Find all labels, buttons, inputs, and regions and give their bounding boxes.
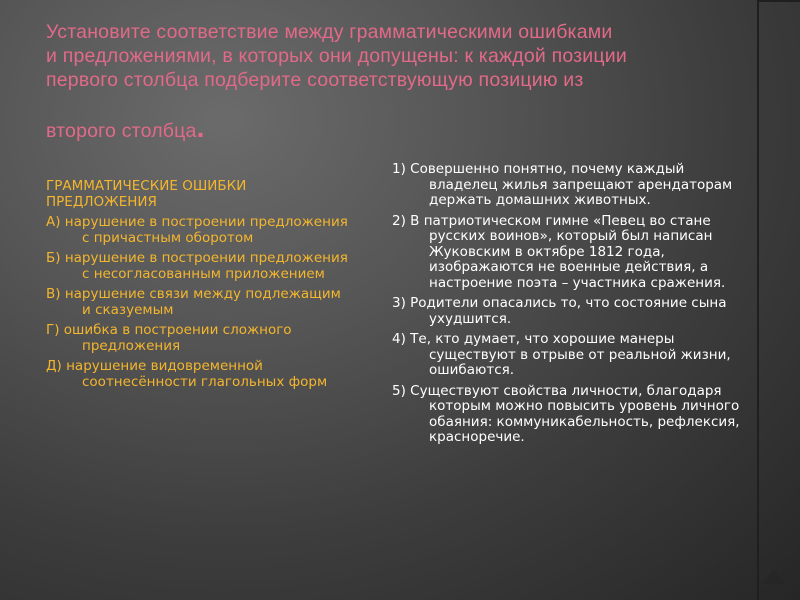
title-period: . (196, 112, 205, 143)
sentence-item-1: 1) Совершенно понятно, почему каждый владелец жилья запрещают арендаторам держать домашних животных. (392, 161, 733, 208)
decorative-corner-triangle (762, 570, 786, 584)
error-item-g: Г) ошибка в построении сложного предложения (46, 322, 292, 354)
title-line-3: первого столбца подберите соответствующую позицию из (46, 69, 584, 91)
error-item-b: Б) нарушение в построении предложения с несогласованным приложением (46, 250, 348, 282)
title-line-1: Установите соответствие между грамматическими ошибками (46, 21, 613, 43)
sentence-item-5: 5) Существуют свойства личности, благодаря которым можно повысить уровень личного обаяния: коммуникабельность, рефлексия, красноречие. (392, 382, 740, 445)
title-line-4 (46, 112, 756, 143)
error-item-v: В) нарушение связи между подлежащим и сказуемым (46, 286, 341, 318)
sentences-column (392, 162, 757, 451)
sentence-item-2: 2) В патриотическом гимне «Певец во стане русских воинов», который был написан Жуковским в октябре 1812 года, изображаются не военные действия, а настроение поэта – участника сражения. (392, 212, 726, 291)
heading-line-2: ПРЕДЛОЖЕНИЯ (46, 193, 157, 210)
error-item-a: А) нарушение в построении предложения с причастным оборотом (46, 214, 348, 246)
grammar-errors-column (46, 179, 351, 390)
heading-line-1: ГРАММАТИЧЕСКИЕ ОШИБКИ (46, 178, 247, 194)
error-item-d: Д) нарушение видовременной соотнесённости глагольных форм (46, 358, 328, 390)
title-line-2: и предложениями, в которых они допущены: к каждой позиции (46, 45, 627, 67)
title-spacer (46, 92, 756, 116)
grammar-errors-heading (46, 179, 351, 210)
decorative-vertical-line (757, 0, 759, 600)
sentence-item-3: 3) Родители опасались то, что состояние сына ухудшится. (392, 295, 727, 327)
slide-title (46, 20, 756, 143)
title-line-4-text: второго столбца (46, 120, 197, 142)
sentence-item-4: 4) Те, кто думает, что хорошие манеры существуют в отрыве от реальной жизни, ошибаются. (392, 331, 731, 378)
decorative-horizontal-line (757, 0, 800, 2)
